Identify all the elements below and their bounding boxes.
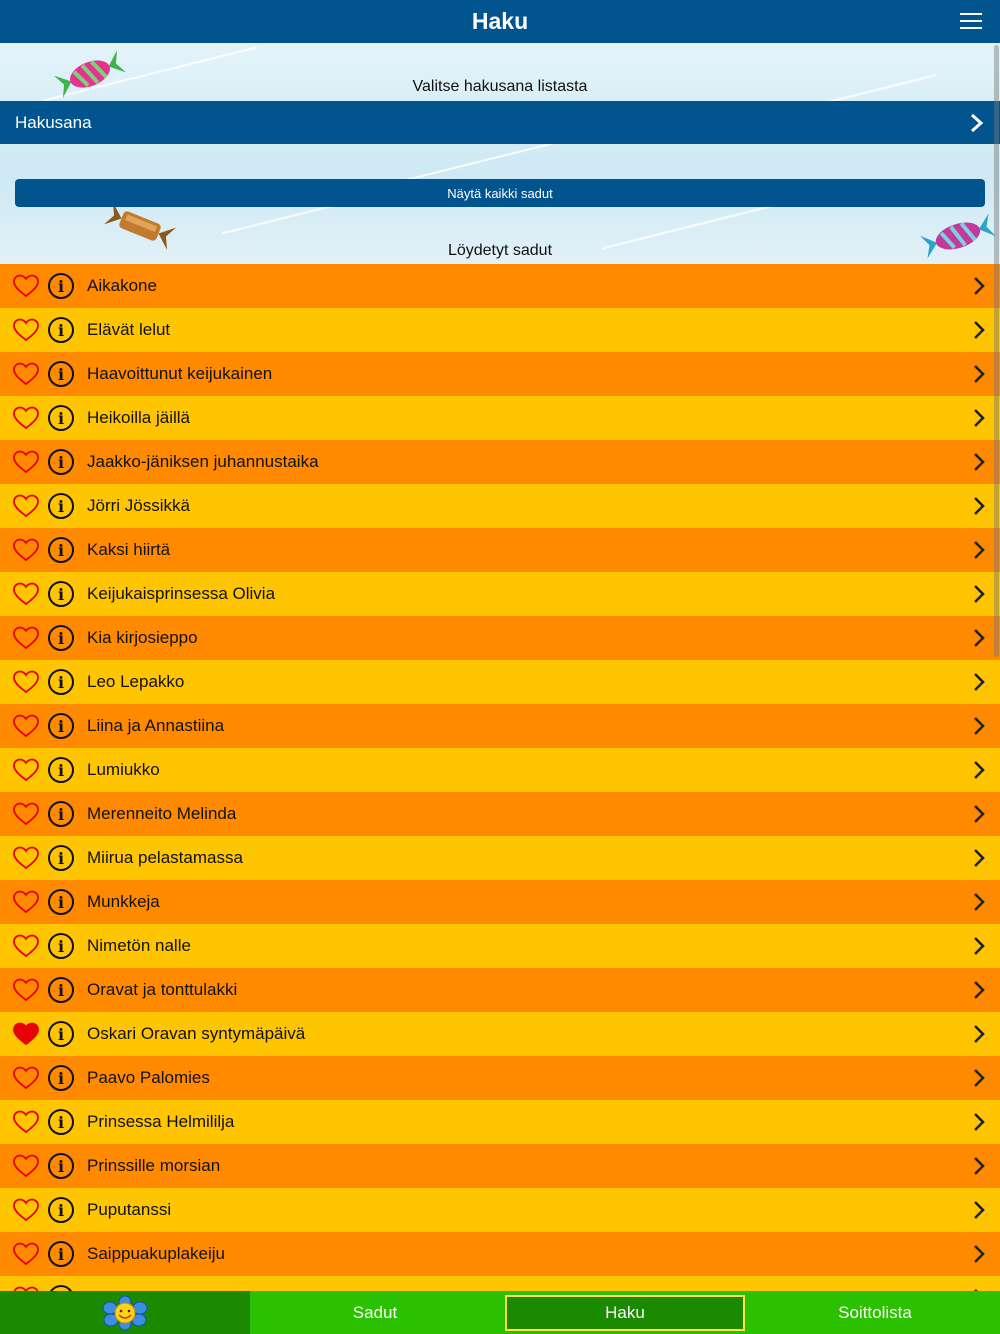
story-name: Miirua pelastamassa bbox=[87, 848, 243, 867]
heart-outline-icon[interactable] bbox=[13, 1066, 39, 1090]
info-icon[interactable]: i bbox=[48, 537, 74, 563]
heart-outline-icon[interactable] bbox=[13, 450, 39, 474]
info-icon[interactable]: i bbox=[48, 1241, 74, 1267]
story-row[interactable] bbox=[0, 792, 1000, 836]
info-icon[interactable]: i bbox=[48, 361, 74, 387]
story-row[interactable] bbox=[0, 924, 1000, 968]
info-icon[interactable]: i bbox=[48, 493, 74, 519]
heart-outline-icon[interactable] bbox=[13, 1198, 39, 1222]
chevron-right-icon bbox=[972, 364, 986, 384]
chevron-right-icon bbox=[972, 320, 986, 340]
story-name: Kia kirjosieppo bbox=[87, 628, 198, 647]
heart-outline-icon[interactable] bbox=[13, 670, 39, 694]
chevron-right-icon bbox=[972, 892, 986, 912]
chevron-right-icon bbox=[972, 496, 986, 516]
story-name: Haavoittunut keijukainen bbox=[87, 364, 273, 383]
info-icon[interactable]: i bbox=[48, 1197, 74, 1223]
scrollbar[interactable] bbox=[994, 45, 999, 657]
chevron-right-icon bbox=[972, 1200, 986, 1220]
story-name: Nimetön nalle bbox=[87, 936, 191, 955]
hamburger-menu-icon[interactable] bbox=[960, 13, 982, 29]
story-row[interactable] bbox=[0, 748, 1000, 792]
chevron-right-icon bbox=[972, 1024, 986, 1044]
info-icon[interactable]: i bbox=[48, 317, 74, 343]
story-row[interactable] bbox=[0, 1144, 1000, 1188]
info-icon[interactable]: i bbox=[48, 977, 74, 1003]
story-name: Puputanssi bbox=[87, 1200, 172, 1219]
story-row[interactable] bbox=[0, 1232, 1000, 1276]
top-bar bbox=[0, 0, 1000, 43]
story-name: Jörri Jössikkä bbox=[87, 496, 190, 515]
chevron-right-icon bbox=[972, 848, 986, 868]
info-icon[interactable]: i bbox=[48, 713, 74, 739]
chevron-right-icon bbox=[972, 760, 986, 780]
info-icon[interactable]: i bbox=[48, 625, 74, 651]
tab-sadut-label: Sadut bbox=[352, 1302, 398, 1322]
heart-outline-icon[interactable] bbox=[13, 758, 39, 782]
story-name: Elävät lelut bbox=[87, 320, 171, 339]
info-icon[interactable]: i bbox=[48, 1109, 74, 1135]
tab-sadut[interactable] bbox=[250, 1291, 500, 1334]
heart-outline-icon[interactable] bbox=[13, 274, 39, 298]
story-row[interactable] bbox=[0, 880, 1000, 924]
heart-outline-icon[interactable] bbox=[13, 846, 39, 870]
info-icon[interactable]: i bbox=[48, 757, 74, 783]
chevron-right-icon bbox=[972, 408, 986, 428]
tab-bar bbox=[0, 1291, 1000, 1334]
story-name: Jaakko-jäniksen juhannustaika bbox=[87, 452, 319, 471]
heart-outline-icon[interactable] bbox=[13, 1110, 39, 1134]
info-icon[interactable]: i bbox=[48, 889, 74, 915]
story-row[interactable] bbox=[0, 616, 1000, 660]
chevron-right-icon bbox=[972, 276, 986, 296]
story-name: Liina ja Annastiina bbox=[87, 716, 225, 735]
chevron-right-icon bbox=[972, 1068, 986, 1088]
heart-outline-icon[interactable] bbox=[13, 1242, 39, 1266]
select-search-term-label: Valitse hakusana listasta bbox=[412, 78, 588, 95]
chevron-right-icon bbox=[972, 716, 986, 736]
story-name: Oskari Oravan syntymäpäivä bbox=[87, 1024, 306, 1043]
page-title: Haku bbox=[471, 8, 529, 34]
search-term-label: Hakusana bbox=[15, 112, 92, 132]
info-icon[interactable]: i bbox=[48, 449, 74, 475]
info-icon[interactable]: i bbox=[48, 1153, 74, 1179]
tab-haku-label: Haku bbox=[605, 1303, 645, 1322]
heart-outline-icon[interactable] bbox=[13, 494, 39, 518]
show-all-stories-button[interactable]: Näytä kaikki sadut bbox=[15, 179, 985, 207]
heart-outline-icon[interactable] bbox=[13, 406, 39, 430]
chevron-right-icon bbox=[972, 672, 986, 692]
found-stories-label: Löydetyt sadut bbox=[447, 242, 553, 259]
heart-outline-icon[interactable] bbox=[13, 1154, 39, 1178]
story-list bbox=[0, 264, 1000, 1291]
search-term-selector[interactable] bbox=[0, 101, 1000, 144]
flower-sun-icon bbox=[98, 1295, 152, 1331]
chevron-right-icon bbox=[972, 804, 986, 824]
info-icon[interactable]: i bbox=[48, 1065, 74, 1091]
info-icon[interactable]: i bbox=[48, 273, 74, 299]
tab-soittolista-label: Soittolista bbox=[838, 1302, 912, 1322]
story-name: Aikakone bbox=[87, 276, 157, 295]
story-name: Heikoilla jäillä bbox=[87, 408, 190, 427]
heart-outline-icon[interactable] bbox=[13, 318, 39, 342]
story-row[interactable] bbox=[0, 836, 1000, 880]
story-row[interactable] bbox=[0, 1100, 1000, 1144]
story-name: Keijukaisprinsessa Olivia bbox=[87, 584, 276, 603]
story-name: Leo Lepakko bbox=[87, 672, 185, 691]
chevron-right-icon bbox=[972, 584, 986, 604]
info-icon[interactable]: i bbox=[48, 845, 74, 871]
heart-filled-icon[interactable] bbox=[13, 1022, 39, 1046]
chevron-right-icon bbox=[972, 628, 986, 648]
story-name: Kaksi hiirtä bbox=[87, 540, 171, 559]
story-row[interactable] bbox=[0, 1188, 1000, 1232]
story-row[interactable] bbox=[0, 440, 1000, 484]
story-name: Munkkeja bbox=[87, 892, 160, 911]
heart-outline-icon[interactable] bbox=[13, 978, 39, 1002]
story-row[interactable] bbox=[0, 572, 1000, 616]
story-row[interactable] bbox=[0, 308, 1000, 352]
info-icon[interactable]: i bbox=[48, 581, 74, 607]
heart-outline-icon[interactable] bbox=[13, 538, 39, 562]
story-name: Merenneito Melinda bbox=[87, 804, 237, 823]
info-icon[interactable]: i bbox=[48, 933, 74, 959]
info-icon[interactable]: i bbox=[48, 669, 74, 695]
chevron-right-icon bbox=[972, 540, 986, 560]
story-row[interactable] bbox=[0, 1056, 1000, 1100]
story-row[interactable] bbox=[0, 968, 1000, 1012]
chevron-right-icon bbox=[972, 1244, 986, 1264]
story-row[interactable] bbox=[0, 484, 1000, 528]
story-row[interactable] bbox=[0, 352, 1000, 396]
tab-home[interactable] bbox=[0, 1291, 250, 1334]
info-icon[interactable]: i bbox=[48, 405, 74, 431]
chevron-right-icon bbox=[972, 1156, 986, 1176]
story-name: Saippuakuplakeiju bbox=[87, 1244, 225, 1263]
chevron-right-icon bbox=[972, 452, 986, 472]
chevron-right-icon bbox=[972, 980, 986, 1000]
tab-haku[interactable] bbox=[500, 1291, 750, 1334]
info-icon[interactable]: i bbox=[48, 801, 74, 827]
heart-outline-icon[interactable] bbox=[13, 890, 39, 914]
tab-soittolista[interactable] bbox=[750, 1291, 1000, 1334]
story-row[interactable] bbox=[0, 264, 1000, 308]
heart-outline-icon[interactable] bbox=[13, 714, 39, 738]
chevron-right-icon bbox=[968, 113, 986, 133]
story-row[interactable] bbox=[0, 528, 1000, 572]
story-row[interactable] bbox=[0, 1012, 1000, 1056]
heart-outline-icon[interactable] bbox=[13, 582, 39, 606]
story-name: Lumiukko bbox=[87, 760, 160, 779]
story-row[interactable] bbox=[0, 660, 1000, 704]
heart-outline-icon[interactable] bbox=[13, 362, 39, 386]
heart-outline-icon[interactable] bbox=[13, 934, 39, 958]
story-name: Prinsessa Helmililja bbox=[87, 1112, 235, 1131]
story-row[interactable] bbox=[0, 396, 1000, 440]
heart-outline-icon[interactable] bbox=[13, 802, 39, 826]
story-name: Oravat ja tonttulakki bbox=[87, 980, 238, 999]
story-row[interactable] bbox=[0, 704, 1000, 748]
heart-outline-icon[interactable] bbox=[13, 626, 39, 650]
story-name: Paavo Palomies bbox=[87, 1068, 210, 1087]
story-name: Prinssille morsian bbox=[87, 1156, 221, 1175]
chevron-right-icon bbox=[972, 936, 986, 956]
info-icon[interactable]: i bbox=[48, 1021, 74, 1047]
chevron-right-icon bbox=[972, 1112, 986, 1132]
